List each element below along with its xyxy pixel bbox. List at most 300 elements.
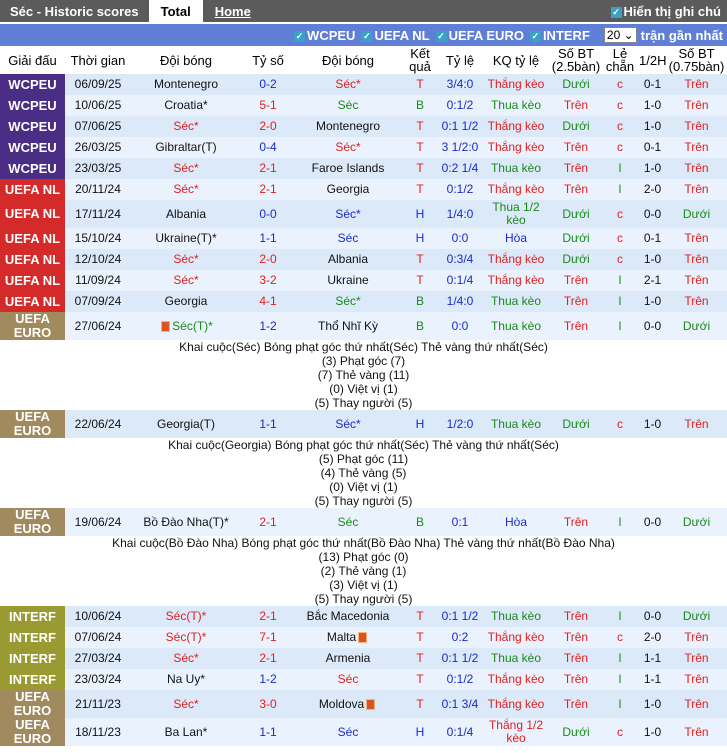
column-header: KQ tỷ lệ bbox=[492, 52, 540, 68]
match-result: T bbox=[401, 669, 439, 690]
match-date: 18/11/23 bbox=[65, 718, 131, 746]
over-under-075-result: Trên bbox=[666, 179, 727, 200]
match-score: 3-2 bbox=[241, 270, 295, 291]
match-result: T bbox=[401, 270, 439, 291]
checkbox-check-icon: ✓ bbox=[437, 30, 445, 41]
checkbox-check-icon: ✓ bbox=[612, 7, 620, 18]
match-date: 10/06/25 bbox=[65, 95, 131, 116]
away-team: Ukraine bbox=[295, 270, 401, 291]
half-time-score: 1-1 bbox=[639, 669, 666, 690]
detail-line: (0) Việt vị (1) bbox=[329, 480, 398, 494]
half-time-score: 1-0 bbox=[639, 95, 666, 116]
odd-even-result: l bbox=[601, 669, 639, 690]
handicap-result: Thua kèo bbox=[481, 410, 551, 438]
page-title: Séc - Historic scores bbox=[10, 4, 139, 19]
match-score: 1-2 bbox=[241, 669, 295, 690]
odd-even-result: l bbox=[601, 606, 639, 627]
over-under-result: Dưới bbox=[551, 249, 601, 270]
odd-even-result: l bbox=[601, 179, 639, 200]
home-team: Na Uy* bbox=[131, 669, 241, 690]
match-score: 1-1 bbox=[241, 410, 295, 438]
half-time-score: 1-0 bbox=[639, 116, 666, 137]
over-under-075-result: Trên bbox=[666, 116, 727, 137]
over-under-result: Trên bbox=[551, 95, 601, 116]
filter-bar bbox=[0, 22, 727, 46]
league-label: WCPEU bbox=[0, 116, 65, 137]
handicap-result: Thắng kèo bbox=[481, 74, 551, 95]
home-team: Séc* bbox=[131, 249, 241, 270]
table-row[interactable] bbox=[0, 137, 727, 158]
home-team: Bồ Đào Nha(T)* bbox=[131, 508, 241, 536]
table-row[interactable] bbox=[0, 669, 727, 690]
handicap-ratio: 0:1/2 bbox=[439, 669, 481, 690]
handicap-result: Thắng kèo bbox=[481, 179, 551, 200]
match-result: T bbox=[401, 158, 439, 179]
detail-line: (5) Thay người (5) bbox=[314, 494, 413, 508]
handicap-ratio: 1/4:0 bbox=[439, 291, 481, 312]
match-score: 0-0 bbox=[241, 200, 295, 228]
home-team: Gibraltar(T) bbox=[131, 137, 241, 158]
show-notes-checkbox[interactable] bbox=[605, 0, 727, 22]
match-date: 12/10/24 bbox=[65, 249, 131, 270]
table-row[interactable] bbox=[0, 508, 727, 536]
half-time-score: 0-0 bbox=[639, 200, 666, 228]
home-team: Montenegro bbox=[131, 74, 241, 95]
detail-line: (7) Thẻ vàng (11) bbox=[317, 368, 410, 382]
handicap-result: Thắng kèo bbox=[481, 270, 551, 291]
handicap-result: Thắng kèo bbox=[481, 669, 551, 690]
over-under-075-result: Trên bbox=[666, 249, 727, 270]
league-label: UEFA EURO bbox=[0, 312, 65, 340]
column-header: Đội bóng bbox=[159, 52, 213, 68]
home-team: Séc* bbox=[131, 270, 241, 291]
table-row[interactable] bbox=[0, 200, 727, 228]
match-date: 26/03/25 bbox=[65, 137, 131, 158]
half-time-score: 1-0 bbox=[639, 249, 666, 270]
handicap-ratio: 0:3/4 bbox=[439, 249, 481, 270]
table-row[interactable] bbox=[0, 116, 727, 137]
league-label: UEFA EURO bbox=[0, 410, 65, 438]
match-score: 2-0 bbox=[241, 249, 295, 270]
match-score: 1-1 bbox=[241, 228, 295, 249]
home-team: Séc(T)* bbox=[131, 627, 241, 648]
away-team: Malta bbox=[295, 627, 401, 648]
away-team: Moldova bbox=[295, 690, 401, 718]
match-result: T bbox=[401, 606, 439, 627]
over-under-result: Dưới bbox=[551, 410, 601, 438]
column-header: Giải đấu bbox=[8, 52, 57, 68]
handicap-result: Thua kèo bbox=[481, 648, 551, 669]
handicap-result: Thua kèo bbox=[481, 606, 551, 627]
handicap-result: Thua kèo bbox=[481, 291, 551, 312]
top-bar bbox=[0, 0, 727, 22]
filter-uefa-nl[interactable] bbox=[361, 28, 429, 43]
handicap-ratio: 0:2 1/4 bbox=[439, 158, 481, 179]
match-result: H bbox=[401, 718, 439, 746]
league-label: WCPEU bbox=[0, 158, 65, 179]
over-under-075-result: Dưới bbox=[666, 312, 727, 340]
over-under-075-result: Trên bbox=[666, 95, 727, 116]
away-team: Séc bbox=[295, 718, 401, 746]
table-row[interactable] bbox=[0, 718, 727, 746]
tab-total[interactable]: Total bbox=[149, 0, 203, 22]
match-count-select[interactable] bbox=[604, 27, 637, 43]
over-under-result: Trên bbox=[551, 669, 601, 690]
odd-even-result: c bbox=[601, 200, 639, 228]
odd-even-result: c bbox=[601, 410, 639, 438]
table-row[interactable] bbox=[0, 270, 727, 291]
table-row[interactable] bbox=[0, 158, 727, 179]
red-card-icon bbox=[366, 699, 375, 710]
match-result: T bbox=[401, 179, 439, 200]
match-date: 20/11/24 bbox=[65, 179, 131, 200]
handicap-ratio: 3/4:0 bbox=[439, 74, 481, 95]
handicap-ratio: 1/4:0 bbox=[439, 200, 481, 228]
odd-even-result: c bbox=[601, 718, 639, 746]
handicap-ratio: 0:1 1/2 bbox=[439, 116, 481, 137]
over-under-result: Trên bbox=[551, 179, 601, 200]
filter-label: WCPEU bbox=[307, 27, 356, 43]
table-header bbox=[0, 46, 727, 74]
over-under-075-result: Dưới bbox=[666, 606, 727, 627]
table-row[interactable] bbox=[0, 648, 727, 669]
away-team: Séc bbox=[295, 508, 401, 536]
match-score: 2-0 bbox=[241, 116, 295, 137]
match-score: 2-1 bbox=[241, 508, 295, 536]
match-date: 17/11/24 bbox=[65, 200, 131, 228]
detail-line: (13) Phạt góc (0) bbox=[318, 550, 409, 564]
filter-label: UEFA NL bbox=[374, 27, 430, 43]
handicap-ratio: 1/2:0 bbox=[439, 410, 481, 438]
match-result: T bbox=[401, 137, 439, 158]
league-label: UEFA EURO bbox=[0, 718, 65, 746]
over-under-result: Dưới bbox=[551, 116, 601, 137]
handicap-ratio: 0:1/4 bbox=[439, 270, 481, 291]
handicap-result: Thua kèo bbox=[481, 312, 551, 340]
match-score: 5-1 bbox=[241, 95, 295, 116]
match-score: 4-1 bbox=[241, 291, 295, 312]
handicap-ratio: 0:1 1/2 bbox=[439, 606, 481, 627]
league-label: WCPEU bbox=[0, 137, 65, 158]
home-team: Croatia* bbox=[131, 95, 241, 116]
show-notes-label: Hiển thị ghi chú bbox=[623, 4, 721, 19]
match-score: 1-1 bbox=[241, 718, 295, 746]
league-label: UEFA NL bbox=[0, 179, 65, 200]
handicap-ratio: 0:1 3/4 bbox=[439, 690, 481, 718]
odd-even-result: l bbox=[601, 508, 639, 536]
league-label: UEFA EURO bbox=[0, 690, 65, 718]
home-team: Séc* bbox=[131, 690, 241, 718]
match-score: 2-1 bbox=[241, 606, 295, 627]
table-row[interactable] bbox=[0, 291, 727, 312]
half-time-score: 0-0 bbox=[639, 606, 666, 627]
home-team: Séc* bbox=[131, 158, 241, 179]
match-details bbox=[0, 438, 727, 508]
column-header: Tỷ số bbox=[252, 52, 284, 68]
table-row[interactable] bbox=[0, 228, 727, 249]
over-under-075-result: Trên bbox=[666, 627, 727, 648]
away-team: Séc bbox=[295, 669, 401, 690]
match-result: T bbox=[401, 627, 439, 648]
match-result: H bbox=[401, 410, 439, 438]
half-time-score: 2-0 bbox=[639, 179, 666, 200]
league-label: UEFA EURO bbox=[0, 508, 65, 536]
half-time-score: 2-0 bbox=[639, 627, 666, 648]
over-under-075-result: Trên bbox=[666, 291, 727, 312]
red-card-icon bbox=[161, 321, 170, 332]
handicap-result: Thắng 1/2 kèo bbox=[481, 718, 551, 746]
home-team: Séc* bbox=[131, 648, 241, 669]
over-under-075-result: Trên bbox=[666, 410, 727, 438]
handicap-result: Hòa bbox=[481, 228, 551, 249]
handicap-ratio: 0:1/2 bbox=[439, 95, 481, 116]
half-time-score: 1-1 bbox=[639, 648, 666, 669]
match-details bbox=[0, 536, 727, 606]
column-header: Lẻ chẵn bbox=[605, 46, 635, 74]
detail-line: (5) Phạt góc (11) bbox=[318, 452, 409, 466]
away-team: Albania bbox=[295, 249, 401, 270]
checkbox-check-icon: ✓ bbox=[295, 30, 304, 41]
checkbox-check-icon: ✓ bbox=[363, 30, 371, 41]
match-details-row bbox=[0, 340, 727, 410]
match-date: 23/03/24 bbox=[65, 669, 131, 690]
league-label: UEFA NL bbox=[0, 249, 65, 270]
match-score: 2-1 bbox=[241, 179, 295, 200]
filter-label: INTERF bbox=[542, 27, 590, 43]
league-label: INTERF bbox=[0, 627, 65, 648]
league-label: INTERF bbox=[0, 648, 65, 669]
match-date: 19/06/24 bbox=[65, 508, 131, 536]
match-result: B bbox=[401, 508, 439, 536]
odd-even-result: l bbox=[601, 690, 639, 718]
over-under-result: Dưới bbox=[551, 200, 601, 228]
match-details-row bbox=[0, 438, 727, 508]
odd-even-result: c bbox=[601, 74, 639, 95]
handicap-ratio: 3 1/2:0 bbox=[439, 137, 481, 158]
match-date: 11/09/24 bbox=[65, 270, 131, 291]
league-label: UEFA NL bbox=[0, 291, 65, 312]
away-team: Séc* bbox=[295, 74, 401, 95]
match-date: 27/03/24 bbox=[65, 648, 131, 669]
table-row[interactable] bbox=[0, 410, 727, 438]
table-row[interactable] bbox=[0, 606, 727, 627]
away-team: Bắc Macedonia bbox=[295, 606, 401, 627]
match-details bbox=[0, 340, 727, 410]
detail-line: Khai cuộc(Bồ Đào Nha) Bóng phạt góc thứ nhất(Bồ Đào Nha) Thẻ vàng thứ nhất(Bồ Đào Nha) bbox=[112, 536, 615, 550]
away-team: Faroe Islands bbox=[295, 158, 401, 179]
handicap-result: Thua 1/2 kèo bbox=[481, 200, 551, 228]
detail-line: (0) Việt vị (1) bbox=[329, 382, 398, 396]
over-under-result: Trên bbox=[551, 627, 601, 648]
half-time-score: 0-1 bbox=[639, 137, 666, 158]
match-result: T bbox=[401, 249, 439, 270]
half-time-score: 0-0 bbox=[639, 312, 666, 340]
over-under-075-result: Trên bbox=[666, 74, 727, 95]
half-time-score: 1-0 bbox=[639, 690, 666, 718]
filter-wcpeu[interactable] bbox=[294, 28, 355, 43]
filter-uefa-euro[interactable] bbox=[436, 28, 524, 43]
half-time-score: 0-1 bbox=[639, 74, 666, 95]
detail-line: (3) Việt vị (1) bbox=[329, 578, 398, 592]
over-under-result: Trên bbox=[551, 137, 601, 158]
handicap-ratio: 0:1/2 bbox=[439, 179, 481, 200]
column-header: Tỷ lệ bbox=[445, 52, 475, 68]
handicap-result: Thắng kèo bbox=[481, 690, 551, 718]
odd-even-result: c bbox=[601, 627, 639, 648]
over-under-075-result: Trên bbox=[666, 137, 727, 158]
column-header: Số BT (2.5bàn) bbox=[551, 46, 601, 74]
home-team: Albania bbox=[131, 200, 241, 228]
match-result: B bbox=[401, 291, 439, 312]
chevron-down-icon: ⌄ bbox=[623, 28, 634, 42]
over-under-result: Dưới bbox=[551, 718, 601, 746]
handicap-result: Thắng kèo bbox=[481, 249, 551, 270]
match-result: H bbox=[401, 228, 439, 249]
away-team: Séc* bbox=[295, 291, 401, 312]
odd-even-result: c bbox=[601, 137, 639, 158]
table-row[interactable] bbox=[0, 627, 727, 648]
over-under-075-result: Trên bbox=[666, 669, 727, 690]
over-under-result: Dưới bbox=[551, 228, 601, 249]
table-row[interactable] bbox=[0, 74, 727, 95]
filter-interf[interactable] bbox=[530, 28, 590, 43]
handicap-ratio: 0:0 bbox=[439, 312, 481, 340]
odd-even-result: l bbox=[601, 158, 639, 179]
match-score: 7-1 bbox=[241, 627, 295, 648]
checkbox-check-icon: ✓ bbox=[531, 30, 540, 41]
over-under-075-result: Dưới bbox=[666, 508, 727, 536]
league-label: INTERF bbox=[0, 669, 65, 690]
over-under-result: Trên bbox=[551, 648, 601, 669]
column-header: Thời gian bbox=[70, 52, 126, 68]
match-date: 07/06/24 bbox=[65, 627, 131, 648]
handicap-ratio: 0:0 bbox=[439, 228, 481, 249]
match-details-row bbox=[0, 536, 727, 606]
away-team: Montenegro bbox=[295, 116, 401, 137]
match-result: B bbox=[401, 312, 439, 340]
odd-even-result: c bbox=[601, 95, 639, 116]
over-under-075-result: Trên bbox=[666, 648, 727, 669]
table-row[interactable] bbox=[0, 95, 727, 116]
home-team: Séc(T)* bbox=[131, 606, 241, 627]
match-result: T bbox=[401, 690, 439, 718]
match-result: H bbox=[401, 200, 439, 228]
match-count-value: 20 bbox=[606, 28, 621, 42]
column-header: Đội bóng bbox=[321, 52, 375, 68]
league-label: UEFA NL bbox=[0, 200, 65, 228]
handicap-result: Thắng kèo bbox=[481, 137, 551, 158]
handicap-result: Thắng kèo bbox=[481, 116, 551, 137]
scores-table bbox=[0, 46, 727, 746]
half-time-score: 0-1 bbox=[639, 228, 666, 249]
over-under-result: Trên bbox=[551, 270, 601, 291]
over-under-result: Trên bbox=[551, 508, 601, 536]
away-team: Séc bbox=[295, 228, 401, 249]
odd-even-result: l bbox=[601, 270, 639, 291]
over-under-result: Trên bbox=[551, 291, 601, 312]
table-row[interactable] bbox=[0, 249, 727, 270]
match-date: 07/06/25 bbox=[65, 116, 131, 137]
detail-line: (5) Thay người (5) bbox=[314, 396, 413, 410]
detail-line: (4) Thẻ vàng (5) bbox=[320, 466, 407, 480]
away-team: Séc* bbox=[295, 137, 401, 158]
half-time-score: 1-0 bbox=[639, 718, 666, 746]
table-row[interactable] bbox=[0, 690, 727, 718]
half-time-score: 1-0 bbox=[639, 291, 666, 312]
detail-line: (3) Phạt góc (7) bbox=[321, 354, 406, 368]
home-team: Ba Lan* bbox=[131, 718, 241, 746]
detail-line: (2) Thẻ vàng (1) bbox=[320, 564, 407, 578]
match-date: 23/03/25 bbox=[65, 158, 131, 179]
over-under-result: Trên bbox=[551, 312, 601, 340]
tab-home[interactable]: Home bbox=[214, 4, 251, 19]
over-under-result: Trên bbox=[551, 606, 601, 627]
match-date: 27/06/24 bbox=[65, 312, 131, 340]
over-under-result: Trên bbox=[551, 158, 601, 179]
match-result: T bbox=[401, 116, 439, 137]
match-score: 1-2 bbox=[241, 312, 295, 340]
red-card-icon bbox=[358, 632, 367, 643]
table-row[interactable] bbox=[0, 312, 727, 340]
handicap-result: Thắng kèo bbox=[481, 627, 551, 648]
away-team: Séc bbox=[295, 95, 401, 116]
away-team: Armenia bbox=[295, 648, 401, 669]
handicap-result: Thua kèo bbox=[481, 95, 551, 116]
match-score: 2-1 bbox=[241, 158, 295, 179]
odd-even-result: l bbox=[601, 312, 639, 340]
over-under-075-result: Dưới bbox=[666, 200, 727, 228]
half-time-score: 1-0 bbox=[639, 158, 666, 179]
half-time-score: 2-1 bbox=[639, 270, 666, 291]
over-under-075-result: Trên bbox=[666, 690, 727, 718]
match-result: T bbox=[401, 74, 439, 95]
match-score: 0-2 bbox=[241, 74, 295, 95]
odd-even-result: l bbox=[601, 291, 639, 312]
half-time-score: 1-0 bbox=[639, 410, 666, 438]
match-date: 22/06/24 bbox=[65, 410, 131, 438]
half-time-score: 0-0 bbox=[639, 508, 666, 536]
league-label: WCPEU bbox=[0, 95, 65, 116]
detail-line: Khai cuộc(Séc) Bóng phạt góc thứ nhất(Séc) Thẻ vàng thứ nhất(Séc) bbox=[179, 340, 548, 354]
over-under-result: Trên bbox=[551, 690, 601, 718]
away-team: Séc* bbox=[295, 200, 401, 228]
over-under-075-result: Trên bbox=[666, 270, 727, 291]
column-header: Số BT (0.75bàn) bbox=[668, 46, 725, 74]
over-under-075-result: Trên bbox=[666, 718, 727, 746]
over-under-075-result: Trên bbox=[666, 158, 727, 179]
column-header: 1/2H bbox=[639, 52, 667, 68]
league-label: UEFA NL bbox=[0, 270, 65, 291]
column-header: Kết quả bbox=[409, 46, 431, 74]
home-team: Séc* bbox=[131, 116, 241, 137]
match-date: 21/11/23 bbox=[65, 690, 131, 718]
table-row[interactable] bbox=[0, 179, 727, 200]
handicap-result: Hòa bbox=[481, 508, 551, 536]
filter-label: UEFA EURO bbox=[448, 27, 524, 43]
odd-even-result: l bbox=[601, 648, 639, 669]
league-label: UEFA NL bbox=[0, 228, 65, 249]
handicap-result: Thua kèo bbox=[481, 158, 551, 179]
away-team: Georgia bbox=[295, 179, 401, 200]
handicap-ratio: 0:1 bbox=[439, 508, 481, 536]
home-team: Georgia bbox=[131, 291, 241, 312]
match-score: 0-4 bbox=[241, 137, 295, 158]
match-count-label: trận gần nhất bbox=[640, 27, 723, 43]
home-team: Séc* bbox=[131, 179, 241, 200]
match-score: 2-1 bbox=[241, 648, 295, 669]
match-date: 06/09/25 bbox=[65, 74, 131, 95]
home-team: Georgia(T) bbox=[131, 410, 241, 438]
